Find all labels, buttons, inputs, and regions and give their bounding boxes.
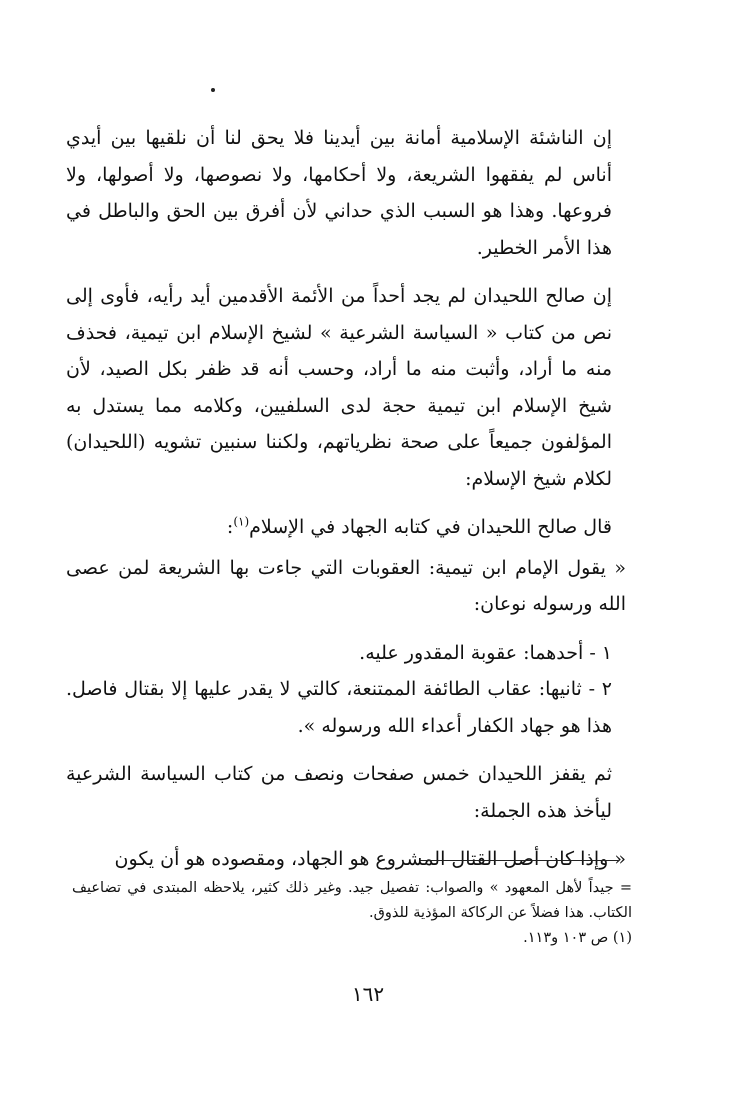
footnote-continuation: = جيداً لأهل المعهود » والصواب: تفصيل جيد. وغير ذلك كثير، يلاحظه المبتدى في تضاعيف الكتاب. هذا فضلاً عن الركاكة المؤذية للذوق. — [72, 880, 632, 921]
main-text — [66, 120, 626, 878]
paragraph-2: إن صالح اللحيدان لم يجد أحداً من الأئمة الأقدمين أيد رأيه، فأوى إلى نص من كتاب « السياسة الشرعية » لشيخ الإسلام ابن تيمية، فحذف منه ما أراد، وأثبت منه ما أراد، وحسب أنه قد ظفر بكل الصيد، لأن شيخ الإسلام ابن تيمية حجة لدى السلفيين، وكلامه مما يستدل به المؤلفون جميعاً على صحة نظرياتهم، ولكننا سنبين تشويه (اللحيدان) لكلام شيخ الإسلام: — [66, 285, 612, 490]
print-speck — [211, 88, 215, 92]
list-item-2: ٢ - ثانيها: عقاب الطائفة الممتنعة، كالتي لا يقدر عليها إلا بقتال فاصل. هذا هو جهاد الكفار أعداء الله ورسوله ». — [66, 678, 612, 737]
paragraph-5: « وإذا كان أصل القتال المشروع هو الجهاد، ومقصوده هو أن يكون — [114, 848, 626, 870]
footnote-ref: (١) — [233, 514, 250, 529]
quote-intro: قال صالح اللحيدان في كتابه الجهاد في الإسلام — [249, 516, 612, 538]
footnotes — [72, 876, 632, 951]
paragraph-4: ثم يقفز اللحيدان خمس صفحات ونصف من كتاب السياسة الشرعية ليأخذ هذه الجملة: — [66, 763, 612, 822]
paragraph-3 — [66, 509, 626, 546]
page-number: ١٦٢ — [351, 982, 385, 1006]
paragraph-1: إن الناشئة الإسلامية أمانة بين أيدينا فلا يحق لنا أن نلقيها بين أيدي أناس لم يفقهوا الشريعة، ولا أحكامها، ولا نصوصها، ولا أصولها، ولا فروعها. وهذا هو السبب الذي حداني لأن أفرق بين الحق والباطل في هذا الأمر الخطير. — [66, 127, 612, 259]
footnote-divider — [420, 860, 618, 861]
quote-intro-colon: : — [226, 516, 234, 538]
list-item-1: ١ - أحدهما: عقوبة المقدور عليه. — [359, 641, 612, 664]
quotation-paragraph: « يقول الإمام ابن تيمية: العقوبات التي جاءت بها الشريعة لمن عصى الله ورسوله نوعان: — [66, 556, 626, 615]
footnote-1: (١) ص ١٠٣ و١١٣. — [523, 930, 632, 946]
